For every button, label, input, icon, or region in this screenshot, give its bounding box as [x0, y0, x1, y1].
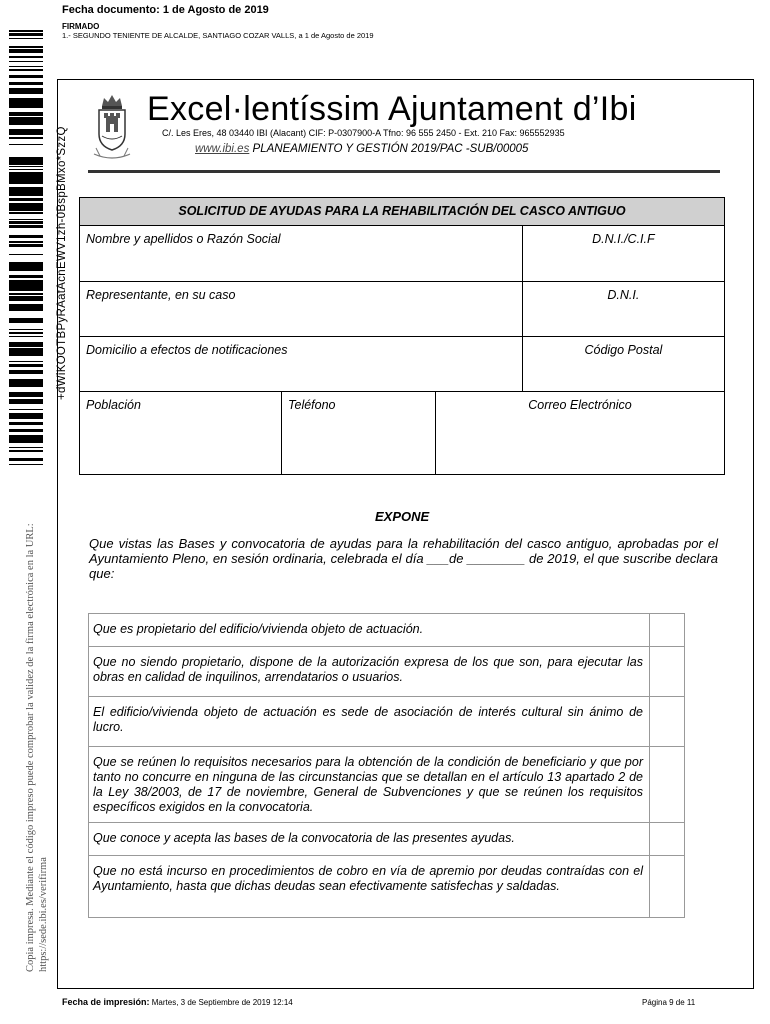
- barcode-code: +dWiKOOTBPyRAatAcnEWV1zh-0BspBMxo*SzzQ: [56, 126, 68, 400]
- document-date: Fecha documento: 1 de Agosto de 2019: [62, 4, 269, 16]
- field-domicilio-label: Domicilio a efectos de notificaciones: [86, 343, 288, 357]
- declaration-text: Que se reúnen lo requisitos necesarios para la obtención de la condición de beneficiario y que por tanto no concurre en ninguna de las circunstancias que se detallan en el artículo 13 apartado 2 de la Ley 38/2003, de 17 de noviembre, General de Subvenciones y que se reúnen los requisitos específicos exigidos en la convocatoria.: [89, 747, 650, 823]
- field-correo-label: Correo Electrónico: [528, 398, 632, 412]
- field-domicilio[interactable]: [80, 337, 523, 392]
- field-correo[interactable]: [436, 392, 725, 475]
- field-nombre[interactable]: [80, 226, 523, 282]
- field-representante[interactable]: [80, 282, 523, 337]
- file-reference: PLANEAMIENTO Y GESTIÓN 2019/PAC -SUB/00005: [252, 143, 529, 155]
- expone-heading: EXPONE: [375, 509, 430, 524]
- declarations-table: [88, 613, 685, 918]
- field-telefono[interactable]: [282, 392, 436, 475]
- organization-title: Excel·lentíssim Ajuntament d’Ibi: [147, 90, 637, 128]
- declaration-checkbox[interactable]: [650, 647, 685, 697]
- signer-line: 1.- SEGUNDO TENIENTE DE ALCALDE, SANTIAGO COZAR VALLS, a 1 de Agosto de 2019: [62, 31, 374, 40]
- barcode-image: [9, 30, 43, 466]
- field-codigo-postal[interactable]: [522, 337, 724, 392]
- declaration-checkbox[interactable]: [650, 747, 685, 823]
- field-dni-cif-label: D.N.I./C.I.F: [592, 232, 655, 246]
- print-date-label: Fecha de impresión:: [62, 997, 150, 1007]
- field-poblacion-label: Población: [86, 398, 141, 412]
- web-reference-row: [195, 143, 528, 155]
- page-number: Página 9 de 11: [642, 998, 696, 1007]
- field-nombre-label: Nombre y apellidos o Razón Social: [86, 232, 281, 246]
- form-title: SOLICITUD DE AYUDAS PARA LA REHABILITACIÓN DEL CASCO ANTIGUO: [80, 198, 725, 226]
- declaration-text: Que no siendo propietario, dispone de la autorización expresa de los que son, para ejecutar las obras en calidad de inquilinos, arrendatarios o usuarios.: [89, 647, 650, 697]
- declaration-checkbox[interactable]: [650, 823, 685, 856]
- field-dni-cif[interactable]: [522, 226, 724, 282]
- declaration-checkbox[interactable]: [650, 614, 685, 647]
- field-dni-label: D.N.I.: [607, 288, 640, 302]
- organization-address: C/. Les Eres, 48 03440 IBI (Alacant) CIF: P-0307900-A Tfno: 96 555 2450 - Ext. 210 Fax: 965552935: [162, 128, 565, 138]
- verification-url[interactable]: https://sede.ibi.es/verifirma: [38, 857, 49, 972]
- declaration-text: Que es propietario del edificio/vivienda objeto de actuación.: [89, 614, 650, 647]
- declaration-text: Que no está incurso en procedimientos de cobro en vía de apremio por deudas contraídas con el Ayuntamiento, hasta que dichas deudas sean efectivamente satisfechas y saldadas.: [89, 856, 650, 918]
- field-dni[interactable]: [522, 282, 724, 337]
- website-link[interactable]: www.ibi.es: [195, 143, 250, 155]
- verification-note: [24, 523, 50, 972]
- signed-label: FIRMADO: [62, 22, 100, 31]
- declaration-checkbox[interactable]: [650, 697, 685, 747]
- field-poblacion[interactable]: [80, 392, 282, 475]
- field-codigo-postal-label: Código Postal: [584, 343, 663, 357]
- expone-text: Que vistas las Bases y convocatoria de ayudas para la rehabilitación del casco antiguo, aprobadas por el Ayuntamiento Pleno, en sesión ordinaria, celebrada el día ___de ________ de 2019, el que suscribe declara que:: [89, 536, 718, 581]
- application-form-table: [79, 197, 725, 475]
- print-date-value: Martes, 3 de Septiembre de 2019 12:14: [151, 998, 293, 1007]
- print-date-row: [62, 997, 293, 1007]
- verification-note-line1: Copia impresa. Mediante el código impreso puede comprobar la validez de la firma electrónica en la URL:: [25, 523, 36, 972]
- declaration-text: Que conoce y acepta las bases de la convocatoria de las presentes ayudas.: [89, 823, 650, 856]
- header-rule: [88, 170, 720, 173]
- coat-of-arms-icon: [92, 92, 132, 162]
- field-telefono-label: Teléfono: [288, 398, 336, 412]
- declaration-checkbox[interactable]: [650, 856, 685, 918]
- declaration-text: El edificio/vivienda objeto de actuación es sede de asociación de interés cultural sin ánimo de lucro.: [89, 697, 650, 747]
- field-representante-label: Representante, en su caso: [86, 288, 236, 302]
